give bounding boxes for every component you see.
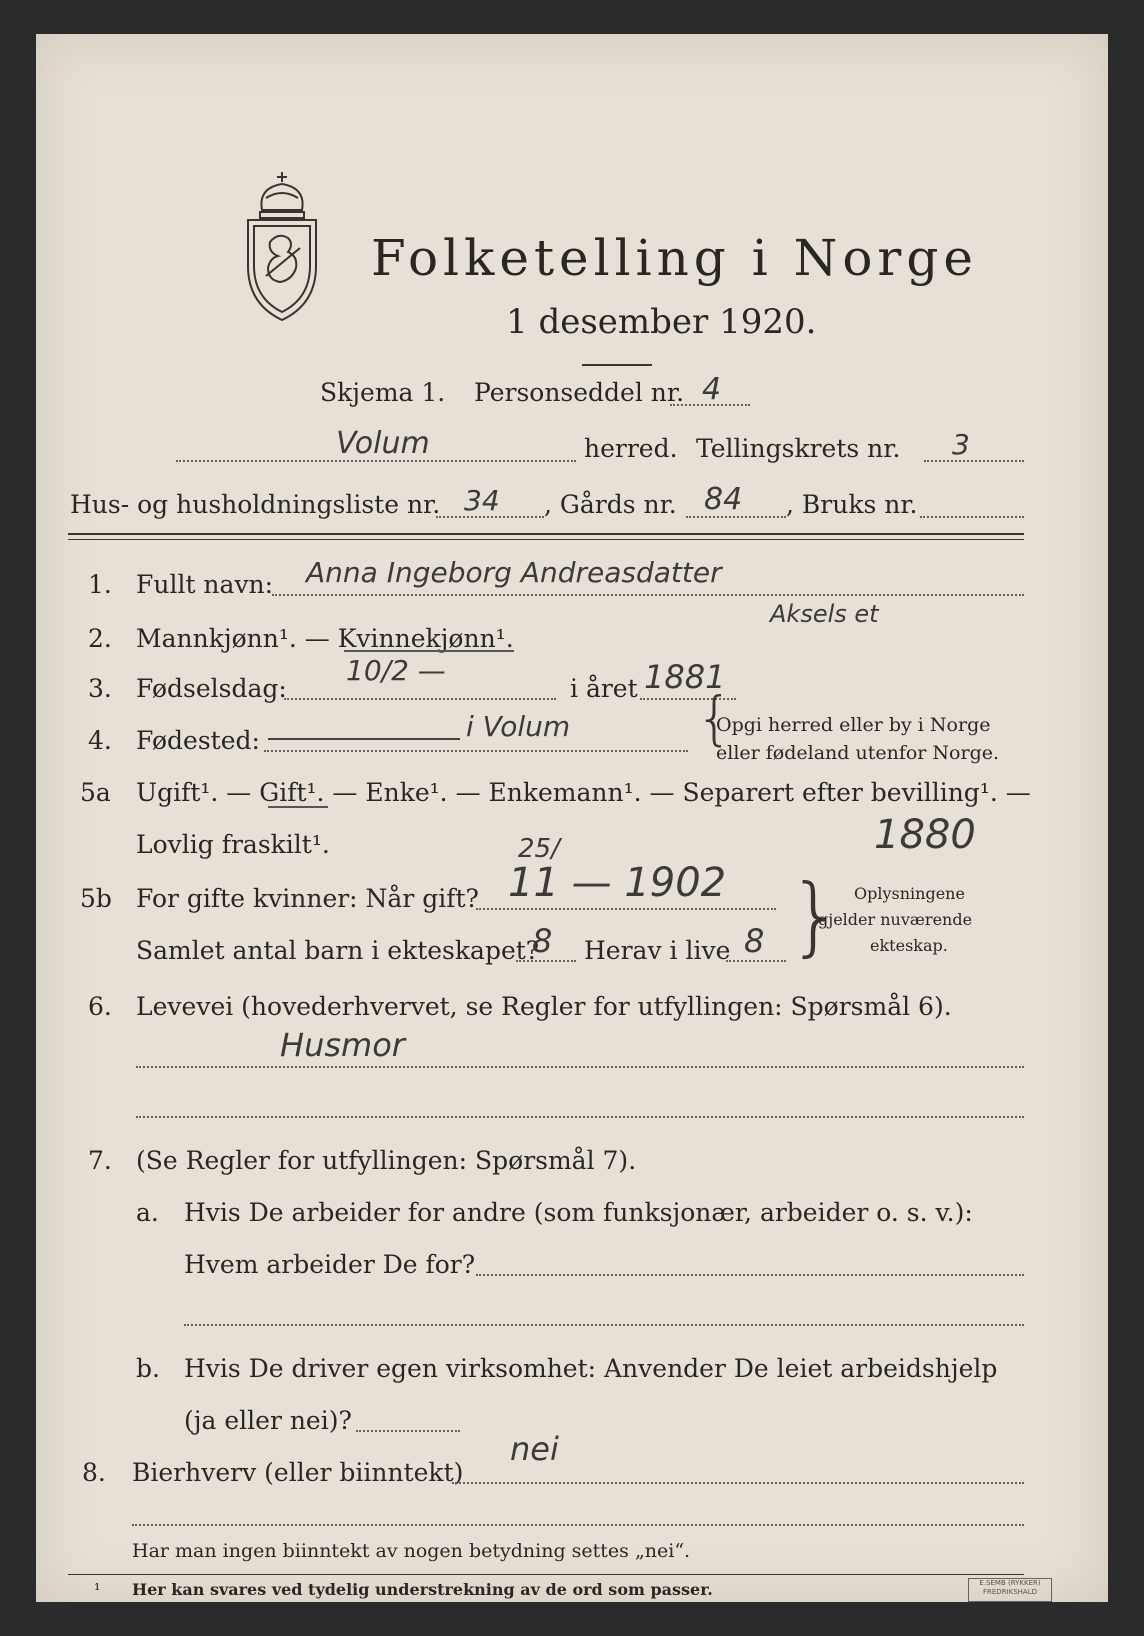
q6-label: Levevei (hovederhvervet, se Regler for utfyllingen: Spørsmål 6). [136, 992, 952, 1021]
q7a-label: Hvis De arbeider for andre (som funksjonær, arbeider o. s. v.): [184, 1198, 973, 1227]
q7b-line [356, 1430, 460, 1432]
q5b-children-value: 8 [532, 922, 553, 960]
q4-strikethrough [268, 738, 460, 740]
q5a-label-continued: Lovlig fraskilt¹. [136, 830, 330, 859]
tellingskrets-line [924, 460, 1024, 462]
q5a-number: 5a [80, 778, 111, 807]
q7b-label-continued: (ja eller nei)? [184, 1406, 352, 1435]
q5b-children-label: Samlet antal barn i ekteskapet? [136, 936, 540, 965]
q7a-line1 [476, 1274, 1024, 1276]
q7b-label: Hvis De driver egen virksomhet: Anvender De leiet arbeidshjelp [184, 1354, 998, 1383]
q4-birthplace: i Volum [466, 710, 571, 743]
q6-occupation: Husmor [280, 1026, 405, 1064]
q2-number: 2. [88, 624, 112, 653]
title-divider [582, 364, 652, 366]
census-date: 1 desember 1920. [506, 302, 817, 342]
hus-label: Hus- og husholdningsliste nr. [70, 490, 441, 519]
printer-stamp [968, 1578, 1052, 1602]
personseddel-label: Personseddel nr. [474, 378, 685, 407]
gards-value: 84 [704, 482, 743, 517]
q2-label: Mannkjønn¹. — Kvinnekjønn¹. [136, 624, 514, 653]
q8-label: Bierhverv (eller biinntekt) [132, 1458, 464, 1487]
q5b-marriage-date: 11 — 1902 [508, 860, 727, 906]
herred-label: herred. [584, 434, 678, 463]
q5b-note-line1: Oplysningene [854, 884, 965, 903]
tellingskrets-value: 3 [952, 428, 970, 461]
printer-stamp-line1: E.SEMB (RYKKER) [979, 1579, 1041, 1587]
q5b-alive-line [726, 960, 786, 962]
q8-line1 [452, 1482, 1024, 1484]
form-title: Folketelling i Norge [371, 229, 978, 287]
q7-number: 7. [88, 1146, 112, 1175]
q5b-children-line [516, 960, 576, 962]
q5b-alive-label: Herav i live [584, 936, 731, 965]
q5b-note-line2: gjelder nuværende [818, 910, 973, 929]
herred-value: Volum [336, 426, 430, 461]
q5b-label: For gifte kvinner: Når gift? [136, 884, 479, 913]
q4-note-line2: eller fødeland utenfor Norge. [716, 742, 1000, 764]
q3-year-label: i året [570, 674, 638, 703]
q1-label: Fullt navn: [136, 570, 274, 599]
q7-label: (Se Regler for utfyllingen: Spørsmål 7). [136, 1146, 637, 1175]
q5b-day: 25/ [518, 834, 560, 864]
bruks-line [920, 516, 1024, 518]
q5a-gift-underline [268, 806, 328, 808]
printer-stamp-line2: FREDRIKSHALD [982, 1588, 1037, 1596]
q3-line [284, 698, 556, 700]
q4-label: Fødested: [136, 726, 260, 755]
norwegian-coat-of-arms-icon [236, 168, 328, 324]
q5a-label: Ugift¹. — Gift¹. — Enke¹. — Enkemann¹. — Separert efter bevilling¹. — [136, 778, 1031, 807]
q8-number: 8. [82, 1458, 106, 1487]
q1-number: 1. [88, 570, 112, 599]
q6-number: 6. [88, 992, 112, 1021]
q1-line [272, 594, 1024, 596]
q3-number: 3. [88, 674, 112, 703]
q6-line1 [136, 1066, 1024, 1068]
q5a-margin-year: 1880 [874, 812, 976, 858]
q8-line2 [132, 1524, 1024, 1526]
q5b-line [476, 908, 776, 910]
q2-kvinnekjonn-underline [344, 650, 514, 652]
gards-label: , Gårds nr. [544, 490, 677, 519]
q7a-line2 [184, 1324, 1024, 1326]
q3-birthday: 10/2 — [346, 654, 446, 687]
q4-line [264, 750, 688, 752]
q5b-note-line3: ekteskap. [870, 936, 948, 955]
q8-value: nei [510, 1430, 559, 1468]
footer-note: Har man ingen biinntekt av nogen betydning settes „nei“. [132, 1540, 691, 1562]
q4-number: 4. [88, 726, 112, 755]
schema-label: Skjema 1. [320, 378, 446, 407]
q3-label: Fødselsdag: [136, 674, 287, 703]
q7a-label-continued: Hvem arbeider De for? [184, 1250, 476, 1279]
q4-brace: { [696, 684, 733, 752]
footnote: Her kan svares ved tydelig understrekning av de ord som passer. [132, 1580, 713, 1599]
footnote-mark: ¹ [94, 1580, 101, 1599]
q5b-brace: } [788, 866, 843, 966]
q1-full-name: Anna Ingeborg Andreasdatter [306, 556, 722, 589]
q7a-letter: a. [136, 1198, 159, 1227]
census-form-sheet [36, 34, 1108, 1602]
hus-value: 34 [464, 484, 500, 517]
q1-full-name-continued: Aksels et [770, 600, 879, 628]
q4-note-line1: Opgi herred eller by i Norge [716, 714, 991, 736]
q5b-number: 5b [80, 884, 112, 913]
bruks-label: , Bruks nr. [786, 490, 918, 519]
footer-divider [68, 1574, 1024, 1575]
header-divider-bottom [68, 539, 1024, 540]
personseddel-value: 4 [702, 372, 722, 407]
q6-line2 [136, 1116, 1024, 1118]
tellingskrets-label: Tellingskrets nr. [696, 434, 901, 463]
header-divider-top [68, 533, 1024, 535]
q5b-alive-value: 8 [744, 922, 765, 960]
q7b-letter: b. [136, 1354, 160, 1383]
q3-birth-year: 1881 [644, 658, 726, 696]
